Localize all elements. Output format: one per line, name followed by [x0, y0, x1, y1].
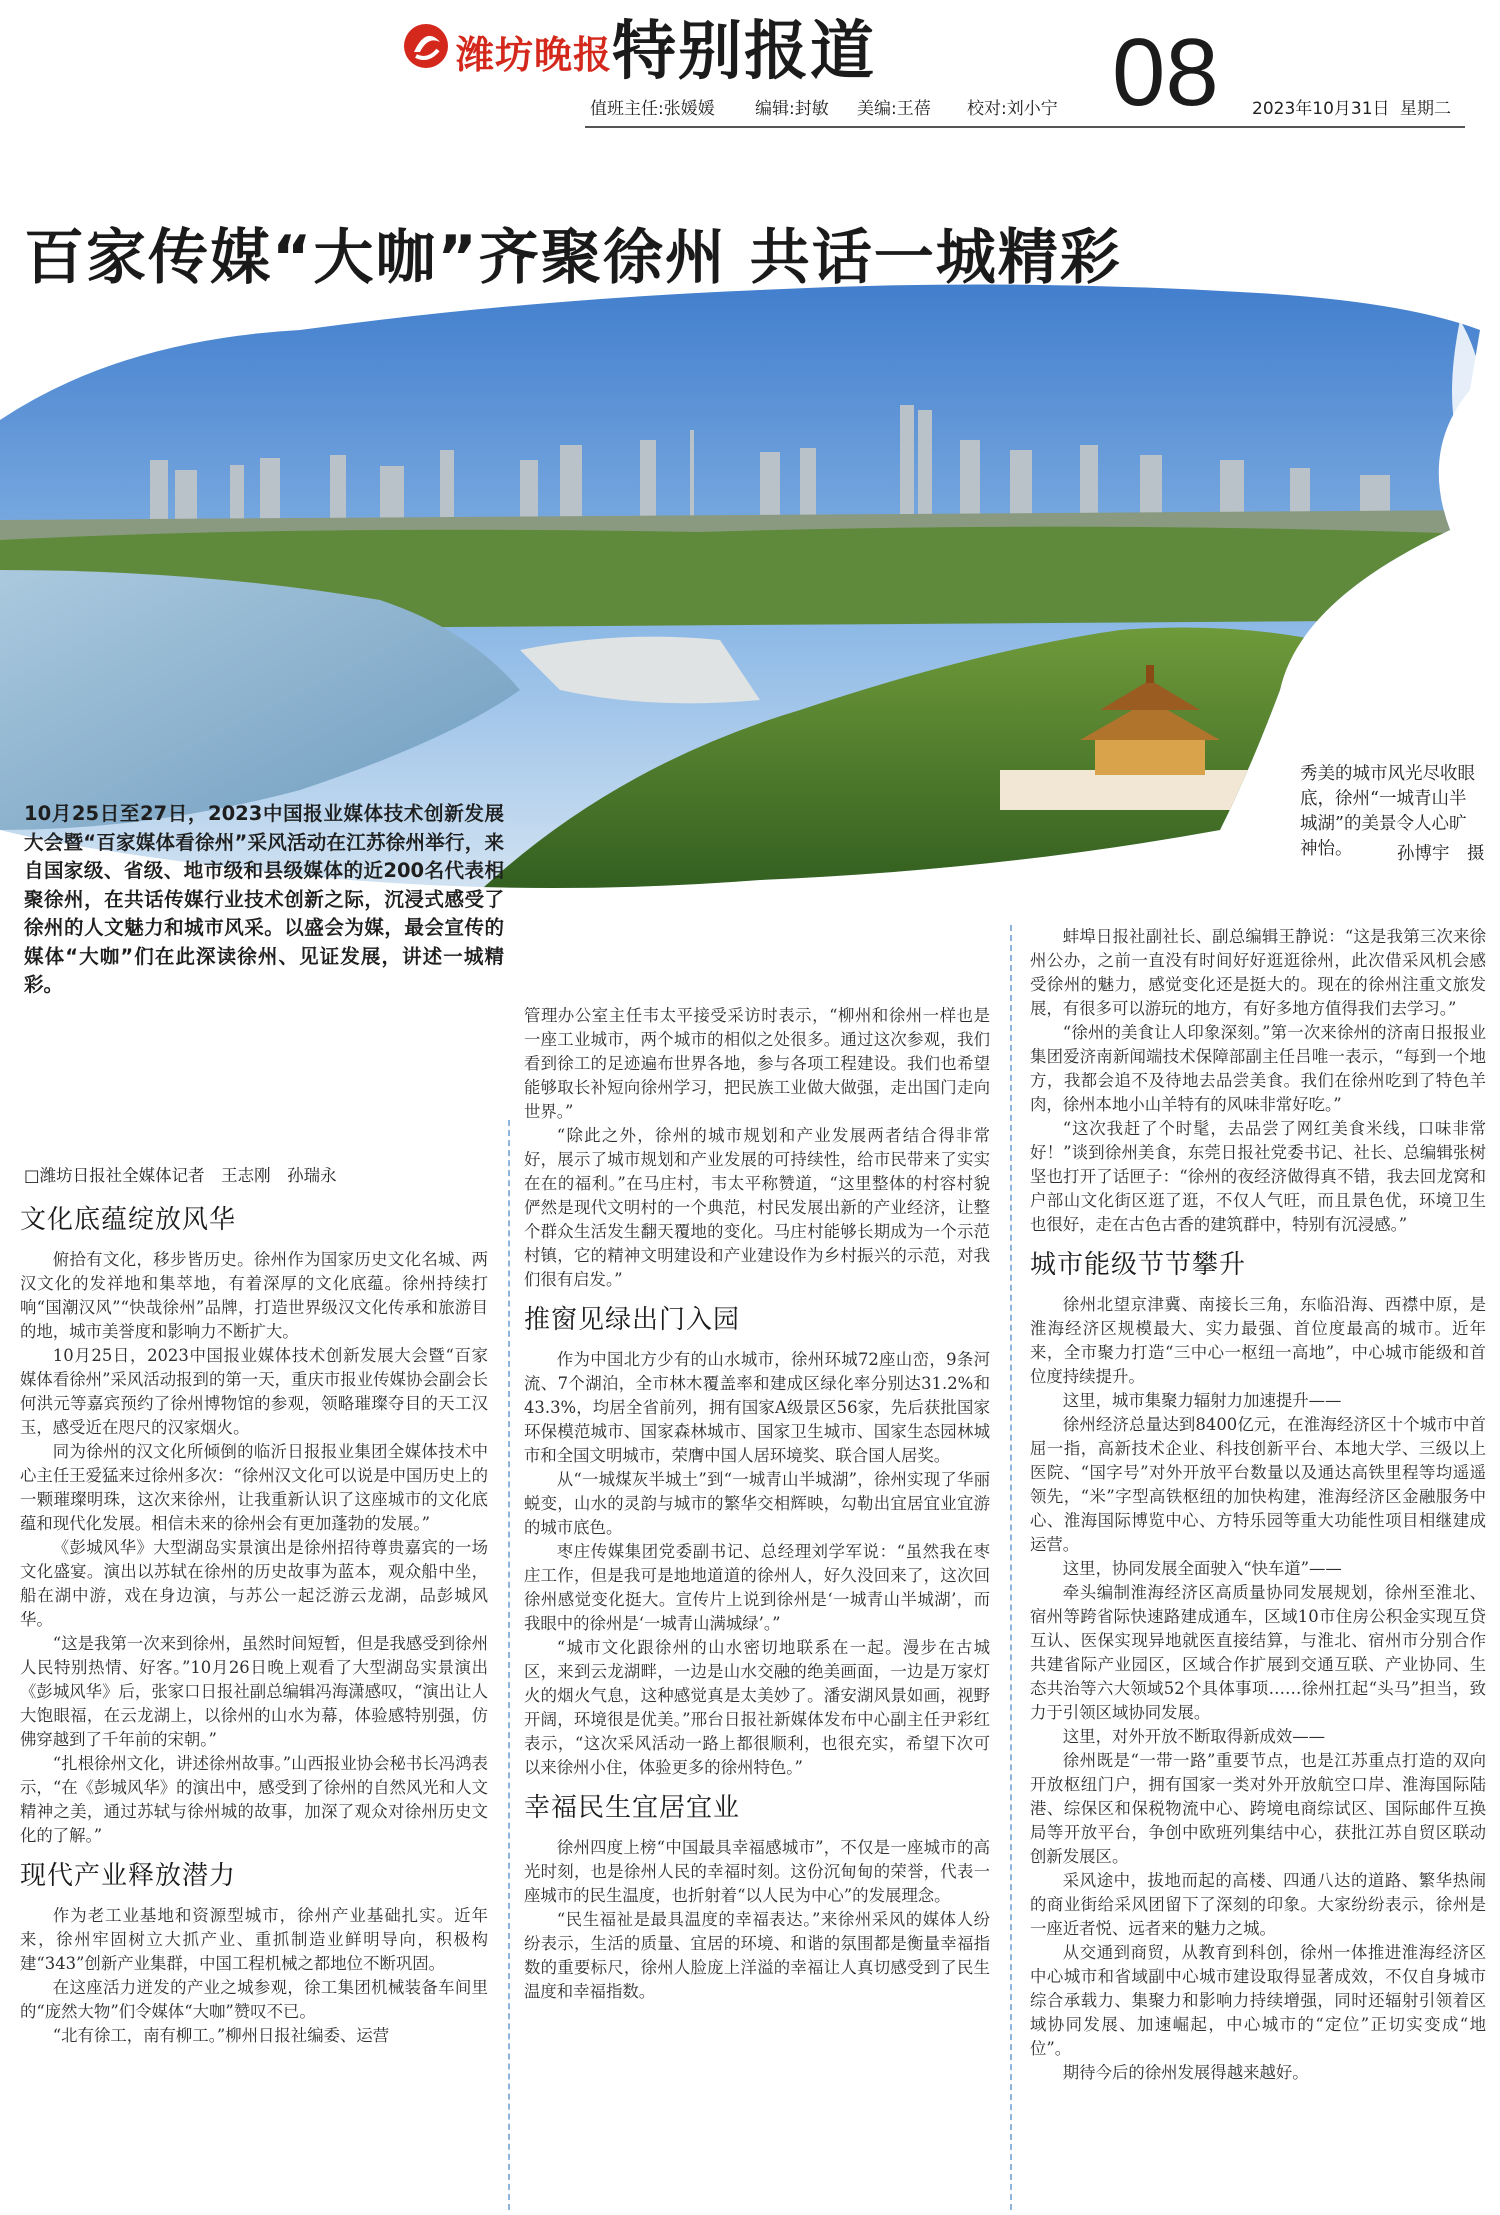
paragraph: 蚌埠日报社副社长、副总编辑王静说：“这是我第三次来徐州公办，之前一直没有时间好好逛逛徐州，此次借采风机会感受徐州的魅力，感觉变化还是挺大的。现在的徐州注重文旅发展，有很多可以游玩的地方，有好多地方值得我们去学习。”	[1030, 927, 1486, 1018]
section-heading: 城市能级节节攀升	[1030, 1250, 1247, 1280]
paragraph: 徐州四度上榜“中国最具幸福感城市”，不仅是一座城市的高光时刻，也是徐州人民的幸福时刻。这份沉甸甸的荣誉，代表一座城市的民生温度，也折射着“以人民为中心”的发展理念。	[524, 1838, 990, 1905]
section-heading: 现代产业释放潜力	[20, 1861, 237, 1891]
column-separator	[1010, 925, 1012, 2210]
column-separator	[508, 1120, 510, 2210]
paragraph: “北有徐工，南有柳工。”柳州日报社编委、运营	[52, 2026, 390, 2045]
paragraph: 徐州北望京津冀、南接长三角，东临沿海、西襟中原，是淮海经济区规模最大、实力最强、首位度最高的城市。近年来，全市聚力打造“三中心一枢纽一高地”，中心城市能级和首位度持续提升。	[1030, 1295, 1486, 1386]
paragraph: “扎根徐州文化，讲述徐州故事。”山西报业协会秘书长冯鸿表示，“在《彭城风华》的演出中，感受到了徐州的自然风光和人文精神之美，通过苏轼与徐州城的故事，加深了观众对徐州历史文化的了解。”	[20, 1754, 488, 1845]
section-heading: 推窗见绿出门入园	[524, 1305, 741, 1335]
paragraph: 这里，协同发展全面驶入“快车道”——	[1062, 1559, 1342, 1578]
paragraph: 作为中国北方少有的山水城市，徐州环城72座山峦，9条河流、7个湖泊，全市林木覆盖率和建成区绿化率分别达31.2%和43.3%，均居全省前列，拥有国家A级景区56家，先后获批国家环保模范城市、国家森林城市、国家卫生城市、国家生态园林城市和全国文明城市，荣膺中国人居环境奖、联合国人居奖。	[524, 1350, 990, 1465]
paragraph: 作为老工业基地和资源型城市，徐州产业基础扎实。近年来，徐州牢固树立大抓产业、重抓制造业鲜明导向，积极构建“343”创新产业集群，中国工程机械之都地位不断巩固。	[20, 1906, 488, 1973]
paragraph: “城市文化跟徐州的山水密切地联系在一起。漫步在古城区，来到云龙湖畔，一边是山水交融的绝美画面，一边是万家灯火的烟火气息，这种感觉真是太美妙了。潘安湖风景如画，视野开阔，环境很是优美。”邢台日报社新媒体发布中心副主任尹彩红表示，“这次采风活动一路上都很顺利，也很充实，希望下次可以来徐州小住，体验更多的徐州特色。”	[524, 1638, 990, 1777]
art-editor: 美编:王蓓	[857, 99, 931, 119]
section-heading: 幸福民生宜居宜业	[524, 1793, 741, 1823]
paragraph: 徐州既是“一带一路”重要节点，也是江苏重点打造的双向开放枢纽门户，拥有国家一类对外开放航空口岸、淮海国际陆港、综保区和保税物流中心、跨境电商综试区、国际邮件互换局等开放平台，争创中欧班列集结中心，获批江苏自贸区联动创新发展区。	[1030, 1751, 1486, 1866]
paragraph: 同为徐州的汉文化所倾倒的临沂日报报业集团全媒体技术中心主任王爱猛来过徐州多次：“徐州汉文化可以说是中国历史上的一颗璀璨明珠，这次来徐州，让我重新认识了这座城市的文化底蕴和现代化发展。相信未来的徐州会有更加蓬勃的发展。”	[20, 1442, 488, 1533]
article-column-1	[20, 1205, 488, 2048]
paragraph: 10月25日，2023中国报业媒体技术创新发展大会暨“百家媒体看徐州”采风活动报到的第一天，重庆市报业传媒协会副会长何洪元等嘉宾预约了徐州博物馆的参观，领略璀璨夺目的天工汉玉，感受近在咫尺的汉家烟火。	[20, 1346, 488, 1437]
paragraph: 采风途中，拔地而起的高楼、四通八达的道路、繁华热闹的商业街给采风团留下了深刻的印象。大家纷纷表示，徐州是一座近者悦、远者来的魅力之城。	[1030, 1871, 1486, 1938]
section-heading: 文化底蕴绽放风华	[20, 1205, 237, 1235]
paragraph: “这次我赶了个时髦，去品尝了网红美食米线，口味非常好！”谈到徐州美食，东莞日报社党委书记、社长、总编辑张树坚也打开了话匣子：“徐州的夜经济做得真不错，我去回龙窝和户部山文化街区逛了逛，不仅人气旺，而且景色优，环境卫生也很好，走在古色古香的建筑群中，特别有沉浸感。”	[1030, 1119, 1486, 1234]
paragraph: 《彭城风华》大型湖岛实景演出是徐州招待尊贵嘉宾的一场文化盛宴。演出以苏轼在徐州的历史故事为蓝本，观众船中坐，船在湖中游，戏在身边演，与苏公一起泛游云龙湖，品彭城风华。	[20, 1538, 488, 1629]
headline: 百家传媒“大咖”齐聚徐州 共话一城精彩	[24, 223, 1122, 293]
paragraph: “除此之外，徐州的城市规划和产业发展两者结合得非常好，展示了城市规划和产业发展的可持续性，给市民带来了实实在在的福利。”在马庄村，韦太平称赞道，“这里整体的村容村貌俨然是现代文明村的一个典范，村民发展出新的产业经济，让整个群众生活发生翻天覆地的变化。马庄村能够长期成为一个示范村镇，它的精神文明建设和产业建设作为乡村振兴的示范，对我们很有启发。”	[524, 1126, 990, 1289]
section-title: 特别报道	[612, 15, 876, 89]
paragraph: 枣庄传媒集团党委副书记、总经理刘学军说：“虽然我在枣庄工作，但是我可是地地道道的徐州人，好久没回来了，这次回徐州感觉变化挺大。宣传片上说到徐州是‘一城青山半城湖’，而我眼中的徐州是‘一城青山满城绿’。”	[524, 1542, 990, 1633]
paragraph: 这里，城市集聚力辐射力加速提升——	[1062, 1391, 1342, 1410]
article-lead: 10月25日至27日，2023中国报业媒体技术创新发展大会暨“百家媒体看徐州”采风活动在江苏徐州举行，来自国家级、省级、地市级和县级媒体的近200名代表相聚徐州，在共话传媒行业技术创新之际，沉浸式感受了徐州的人文魅力和城市风采。以盛会为媒，最会宣传的媒体“大咖”们在此深读徐州、见证发展，讲述一城精彩。	[24, 802, 504, 996]
paragraph: “民生福祉是最具温度的幸福表达。”来徐州采风的媒体人纷纷表示，生活的质量、宜居的环境、和谐的氛围都是衡量幸福指数的重要标尺，徐州人脸庞上洋溢的幸福让人真切感受到了民生温度和幸福指数。	[524, 1910, 990, 2001]
paragraph: 从交通到商贸，从教育到科创，徐州一体推进淮海经济区中心城市和省域副中心城市建设取得显著成效，不仅自身城市综合承载力、集聚力和影响力持续增强，同时还辐射引领着区域协同发展、加速崛起，中心城市的“定位”正切实变成“地位”。	[1030, 1943, 1486, 2058]
photo-caption: 秀美的城市风光尽收眼底，徐州“一城青山半城湖”的美景令人心旷神怡。	[1300, 764, 1475, 859]
paragraph: 徐州经济总量达到8400亿元，在淮海经济区十个城市中首屈一指，高新技术企业、科技创新平台、本地大学、三级以上医院、“国字号”对外开放平台数量以及通达高铁里程等均遥遥领先，“米”字型高铁枢纽的加快构建，淮海经济区金融服务中心、淮海国际博览中心、方特乐园等重大功能性项目相继建成运营。	[1030, 1415, 1486, 1554]
newspaper-logo: 潍坊晚报	[456, 33, 613, 77]
byline: □潍坊日报社全媒体记者 王志刚 孙瑞永	[24, 1166, 337, 1185]
duty-editor: 值班主任:张媛媛	[590, 99, 715, 119]
paragraph: 俯拾有文化，移步皆历史。徐州作为国家历史文化名城、两汉文化的发祥地和集萃地，有着深厚的文化底蕴。徐州持续打响“国潮汉风”“快哉徐州”品牌，打造世界级汉文化传承和旅游目的地，城市美誉度和影响力不断扩大。	[20, 1250, 488, 1341]
page-number: 08	[1112, 19, 1219, 126]
photo-credit: 孙博宇 摄	[1397, 844, 1485, 864]
masthead-divider	[585, 126, 1465, 128]
paragraph: 期待今后的徐州发展得越来越好。	[1062, 2063, 1309, 2082]
paragraph: “这是我第一次来到徐州，虽然时间短暂，但是我感受到徐州人民特别热情、好客。”10月26日晚上观看了大型湖岛实景演出《彭城风华》后，张家口日报社副总编辑冯海潇感叹，“演出让人大饱眼福，在云龙湖上，以徐州的山水为幕，体验感特别强，仿佛穿越到了千年前的宋朝。”	[20, 1634, 488, 1749]
paragraph: 在这座活力迸发的产业之城参观，徐工集团机械装备车间里的“庞然大物”们令媒体“大咖”赞叹不已。	[20, 1978, 488, 2021]
editor: 编辑:封敏	[755, 99, 829, 119]
paragraph: 牵头编制淮海经济区高质量协同发展规划，徐州至淮北、宿州等跨省际快速路建成通车，区域10市住房公积金实现互贷互认、医保实现异地就医直接结算，与淮北、宿州市分别合作共建省际产业园区，区域合作扩展到交通互联、产业协同、生态共治等六大领域52个具体事项……徐州扛起“头马”担当，致力于引领区域协同发展。	[1030, 1583, 1486, 1722]
paragraph: 这里，对外开放不断取得新成效——	[1062, 1727, 1326, 1746]
issue-date: 2023年10月31日	[1252, 99, 1390, 119]
paragraph: 管理办公室主任韦太平接受采访时表示，“柳州和徐州一样也是一座工业城市，两个城市的相似之处很多。通过这次参观，我们看到徐工的足迹遍布世界各地，参与各项工程建设。我们也希望能够取长补短向徐州学习，把民族工业做大做强，走出国门走向世界。”	[524, 1006, 990, 1121]
proofreader: 校对:刘小宁	[967, 99, 1058, 119]
article-column-3	[1030, 925, 1486, 2085]
paragraph: 从“一城煤灰半城土”到“一城青山半城湖”，徐州实现了华丽蜕变，山水的灵韵与城市的繁华交相辉映，勾勒出宜居宜业宜游的城市底色。	[524, 1470, 990, 1537]
newspaper-logo-icon	[402, 22, 450, 70]
issue-weekday: 星期二	[1400, 99, 1451, 119]
article-column-2	[524, 1004, 990, 2004]
paragraph: “徐州的美食让人印象深刻。”第一次来徐州的济南日报报业集团爱济南新闻端技术保障部副主任吕唯一表示，“每到一个地方，我都会追不及待地去品尝美食。我们在徐州吃到了特色羊肉，徐州本地小山羊特有的风味非常好吃。”	[1030, 1023, 1486, 1114]
